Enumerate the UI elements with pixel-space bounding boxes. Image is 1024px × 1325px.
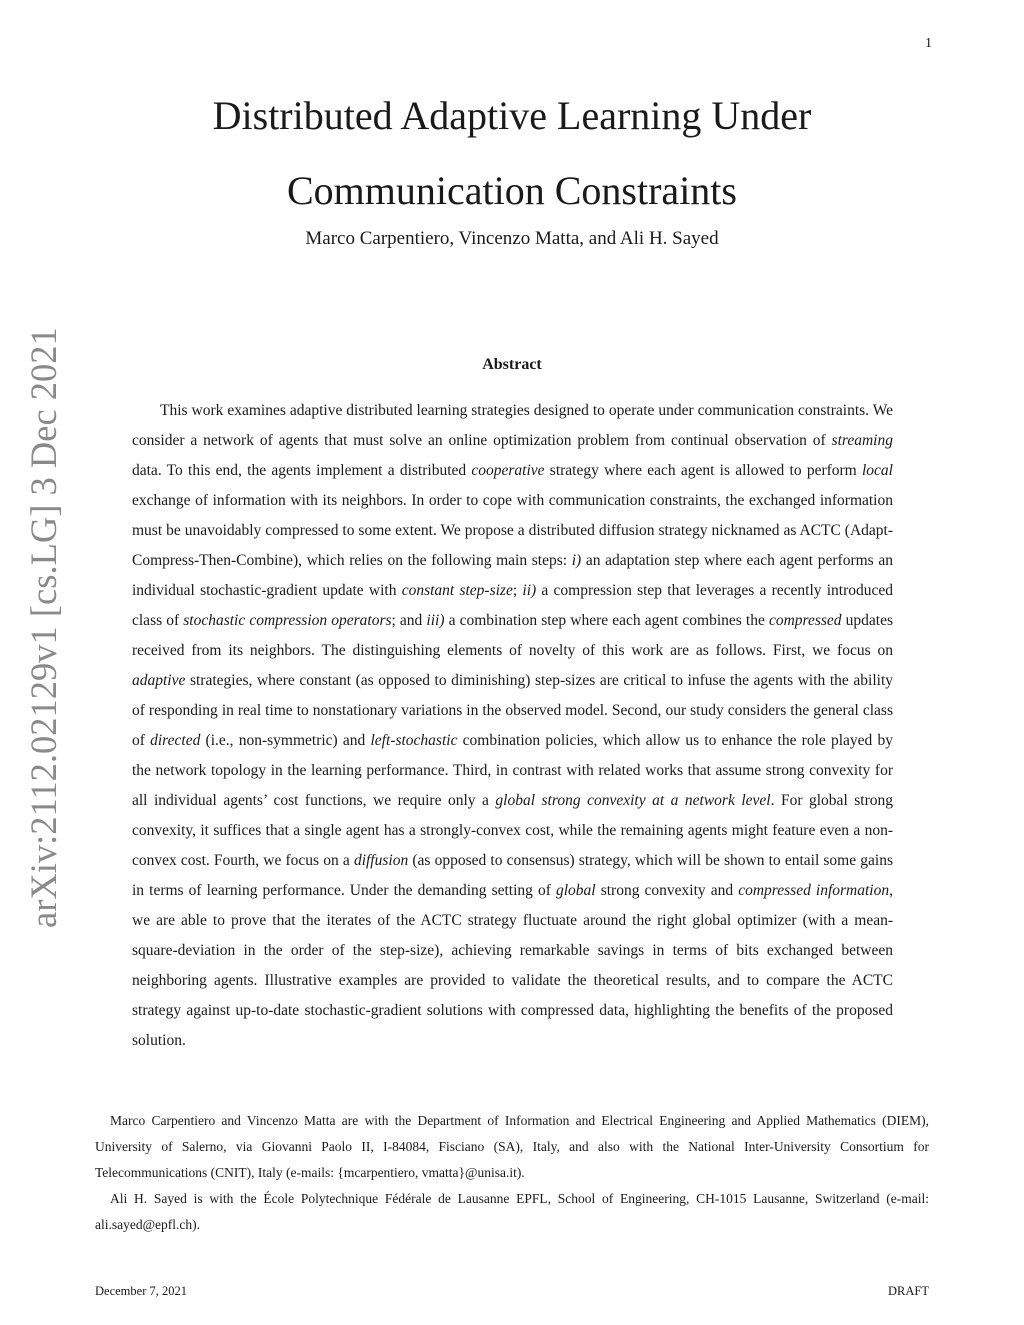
abstract-math: ii)	[522, 582, 537, 599]
abstract-emphasis: global strong convexity at a network level	[495, 792, 771, 809]
abstract-text: data. To this end, the agents implement a distributed	[132, 462, 472, 479]
abstract-body	[132, 396, 893, 1056]
title-line-1: Distributed Adaptive Learning Under	[212, 93, 812, 138]
arxiv-identifier: arXiv:2112.02129v1 [cs.LG] 3 Dec 2021	[23, 327, 64, 928]
footer-draft-label: DRAFT	[888, 1284, 929, 1298]
abstract-emphasis: compressed	[768, 612, 842, 629]
abstract-emphasis: global	[556, 882, 596, 899]
abstract-emphasis: left-stochastic	[370, 732, 458, 749]
abstract-text: , we are able to prove that the iterates of the ACTC strategy fluctuate around the right global optimizer (with a mean-square-deviation in the order of the step-size), achieving remarkable savings in terms of bits exchanged between neighboring agents. Illustrative examples are provided to validate the theoretical results, and to compare the ACTC strategy against up-to-date stochastic-gradient solutions with compressed data, highlighting the benefits of the proposed solution.	[132, 882, 893, 1049]
abstract-emphasis: local	[862, 462, 893, 479]
footnote-affiliation-1: Marco Carpentiero and Vincenzo Matta are with the Department of Information and Electrical Engineering and Applied Mathematics (DIEM), University of Salerno, via Giovanni Paolo II, I-84084, Fisciano (SA), Italy, and also with the National Inter-University Consortium for Telecommunications (CNIT), Italy (e-mails: {mcarpentiero, vmatta}@unisa.it).	[95, 1113, 929, 1180]
abstract-text: a compression step that leverages a recently introduced class of	[132, 582, 894, 629]
abstract-paragraph	[132, 396, 893, 1056]
abstract-text: strong convexity and	[595, 882, 739, 899]
abstract-text: (as opposed to consensus) strategy, which will be shown to entail some gains in terms of learning performance. Under the demanding setting of	[132, 852, 893, 899]
abstract-emphasis: cooperative	[471, 462, 545, 479]
abstract-text: (i.e., non-symmetric) and	[200, 732, 371, 749]
abstract-emphasis: stochastic compression operators	[183, 612, 392, 629]
abstract-emphasis: streaming	[831, 432, 893, 449]
author-list: Marco Carpentiero, Vincenzo Matta, and Ali H. Sayed	[305, 228, 719, 249]
abstract-text: strategies, where constant (as opposed to diminishing) step-sizes are critical to infuse the agents with the ability of responding in real time to nonstationary variations in the observed model. Second, our study considers the general class of	[132, 672, 893, 749]
abstract-emphasis: directed	[150, 732, 201, 749]
abstract-text: ; and	[391, 612, 427, 629]
abstract-text: updates received from its neighbors. The distinguishing elements of novelty of this work are as follows. First, we focus on	[132, 612, 893, 659]
abstract-emphasis: compressed information	[738, 882, 890, 899]
footnote-affiliation-2: Ali H. Sayed is with the École Polytechnique Fédérale de Lausanne EPFL, School of Engineering, CH-1015 Lausanne, Switzerland (e-mail: ali.sayed@epfl.ch).	[95, 1191, 929, 1232]
abstract-math: i)	[571, 552, 582, 569]
abstract-text: strategy where each agent is allowed to perform	[544, 462, 862, 479]
abstract-text: . For global strong convexity, it suffices that a single agent has a strongly-convex cost, while the remaining agents might feature even a non-convex cost. Fourth, we focus on a	[132, 792, 893, 869]
abstract-text: combination policies, which allow us to enhance the role played by the network topology in the learning performance. Third, in contrast with related works that assume strong convexity for all individual agents’ cost functions, we require only a	[132, 732, 893, 809]
abstract-text: This work examines adaptive distributed learning strategies designed to operate under communication constraints. We consider a network of agents that must solve an online optimization problem from continual observation of	[132, 402, 893, 449]
abstract-text: an adaptation step where each agent performs an individual stochastic-gradient update with	[132, 552, 893, 599]
abstract-emphasis: diffusion	[353, 852, 409, 869]
abstract-text: ;	[512, 582, 523, 599]
abstract-emphasis: adaptive	[132, 672, 186, 689]
abstract-text: exchange of information with its neighbors. In order to cope with communication constraints, the exchanged information must be unavoidably compressed to some extent. We propose a distributed diffusion strategy nicknamed as ACTC (Adapt-Compress-Then-Combine), which relies on the following main steps:	[132, 492, 893, 569]
footer-date: December 7, 2021	[95, 1284, 187, 1298]
abstract-heading: Abstract	[482, 356, 542, 373]
title-line-2: Communication Constraints	[287, 168, 737, 213]
page-number: 1	[925, 36, 932, 51]
paper-title	[0, 78, 1024, 228]
abstract-emphasis: constant step-size	[401, 582, 513, 599]
abstract-text: a combination step where each agent combines the	[444, 612, 769, 629]
abstract-math: iii)	[426, 612, 445, 629]
author-footnotes	[95, 1108, 929, 1238]
